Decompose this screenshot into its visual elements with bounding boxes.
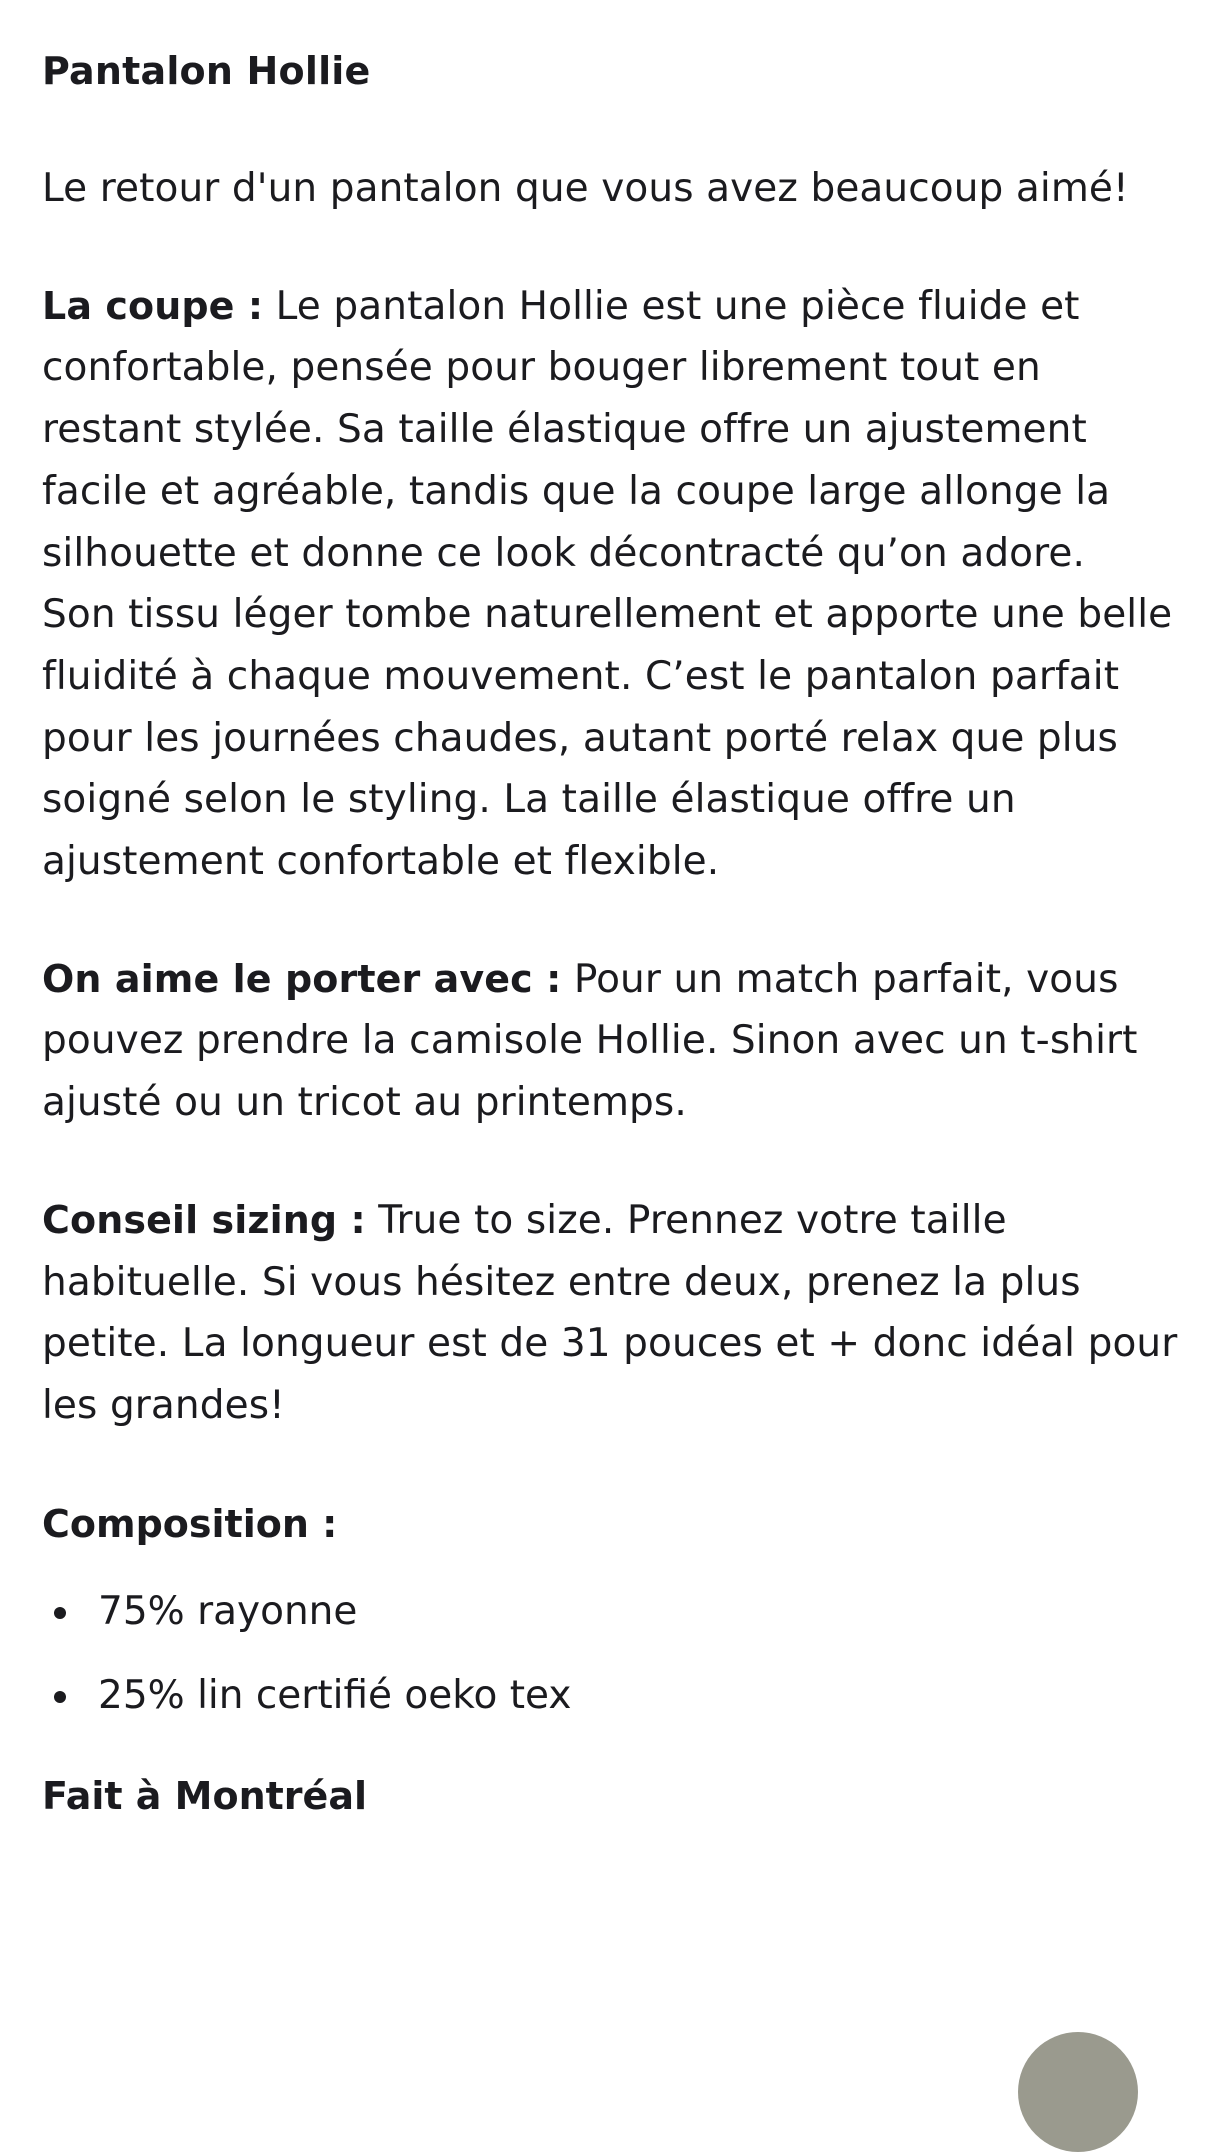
fabric-paragraph: Son tissu léger tombe naturellement et apporte une belle fluidité à chaque mouvement. C’est le pantalon parfait pour les journées chaudes, autant porté relax que plus soigné selon le styling. La taille élastique offre un ajustement confortable et flexible.: [42, 592, 1173, 885]
porter-label: On aime le porter avec :: [42, 956, 562, 1001]
composition-item: 75% rayonne: [98, 1588, 358, 1634]
composition-list: [42, 1581, 1182, 1727]
product-title: Pantalon Hollie: [42, 49, 371, 93]
coupe-text: Le pantalon Hollie est une pièce fluide et confortable, pensée pour bouger librement tout en restant stylée. Sa taille élastique offre un ajustement facile et agréable, tandis que la coupe large allonge la silhouette et donne ce look décontracté qu’on adore.: [42, 283, 1111, 576]
composition-heading: Composition :: [42, 1501, 338, 1546]
list-item: [42, 1581, 1182, 1643]
coupe-label: La coupe :: [42, 283, 264, 328]
composition-item: 25% lin certifié oeko tex: [98, 1672, 572, 1718]
list-item: [42, 1665, 1182, 1727]
porter-text: Pour un match parfait, vous pouvez prendre la camisole Hollie. Sinon avec un t-shirt ajusté ou un tricot au printemps.: [42, 956, 1138, 1126]
floating-action-button[interactable]: [1018, 2032, 1138, 2152]
product-description: [42, 40, 1182, 1827]
sizing-paragraph: [42, 1190, 1182, 1437]
intro-paragraph: Le retour d'un pantalon que vous avez beaucoup aimé!: [42, 166, 1129, 211]
porter-paragraph: [42, 949, 1182, 1134]
bullet-icon: [54, 1607, 66, 1619]
sizing-label: Conseil sizing :: [42, 1197, 366, 1242]
bullet-icon: [54, 1691, 66, 1703]
sizing-text: True to size. Prennez votre taille habituelle. Si vous hésitez entre deux, prenez la plus petite. La longueur est de 31 pouces et + donc idéal pour les grandes!: [42, 1197, 1178, 1428]
origin-heading: Fait à Montréal: [42, 1773, 367, 1818]
coupe-paragraph: [42, 276, 1182, 585]
